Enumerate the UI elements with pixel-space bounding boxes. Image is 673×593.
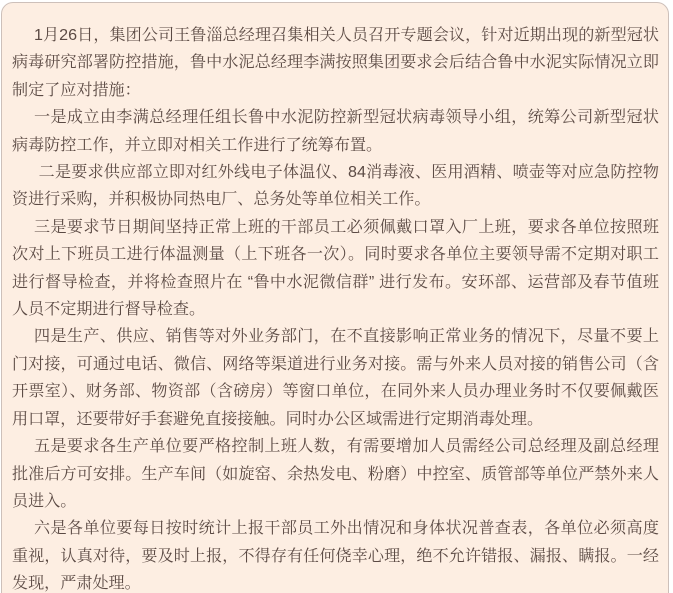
paragraph-measure-1: 一是成立由李满总经理任组长鲁中水泥防控新型冠状病毒领导小组，统筹公司新型冠状病毒防控工作，并立即对相关工作进行了统筹布置。 [12,108,659,154]
paragraph-measure-5: 五是要求各生产单位要严格控制上班人数，有需要增加人员需经公司总经理及副总经理批准后方可安排。生产车间（如旋窑、余热发电、粉磨）中控室、质管部等单位严禁外来人员进入。 [12,437,659,510]
paragraph-measure-3: 三是要求节日期间坚持正常上班的干部员工必须佩戴口罩入厂上班，要求各单位按照班次对上下班员工进行体温测量（上下班各一次）。同时要求各单位主要领导需不定期对职工进行督导检查，并将检查照片在 “鲁中水泥微信群” 进行发布。安环部、运营部及春节值班人员不定期进行督导检查。 [12,217,659,319]
paragraph-measure-2: 二是要求供应部立即对红外线电子体温仪、84消毒液、医用酒精、喷壶等对应急防控物资进行采购，并积极协同热电厂、总务处等单位相关工作。 [12,163,659,209]
paragraph-measure-4: 四是生产、供应、销售等对外业务部门，在不直接影响正常业务的情况下，尽量不要上门对接，可通过电话、微信、网络等渠道进行业务对接。需与外来人员对接的销售公司（含开票室）、财务部、物资部（含磅房）等窗口单位，在同外来人员办理业务时不仅要佩戴医用口罩，还要带好手套避免直接接触。同时办公区域需进行定期消毒处理。 [12,327,659,428]
document-panel [1,2,669,593]
paragraph-intro: 1月26日，集团公司王鲁淄总经理召集相关人员召开专题会议，针对近期出现的新型冠状病毒研究部署防控措施，鲁中水泥总经理李满按照集团要求会后结合鲁中水泥实际情况立即制定了应对措施： [12,26,659,99]
paragraph-measure-6: 六是各单位要每日按时统计上报干部员工外出情况和身体状况普查表，各单位必须高度重视，认真对待，要及时上报，不得存有任何侥幸心理，绝不允许错报、漏报、瞒报。一经发现，严肃处理。 [12,519,659,593]
